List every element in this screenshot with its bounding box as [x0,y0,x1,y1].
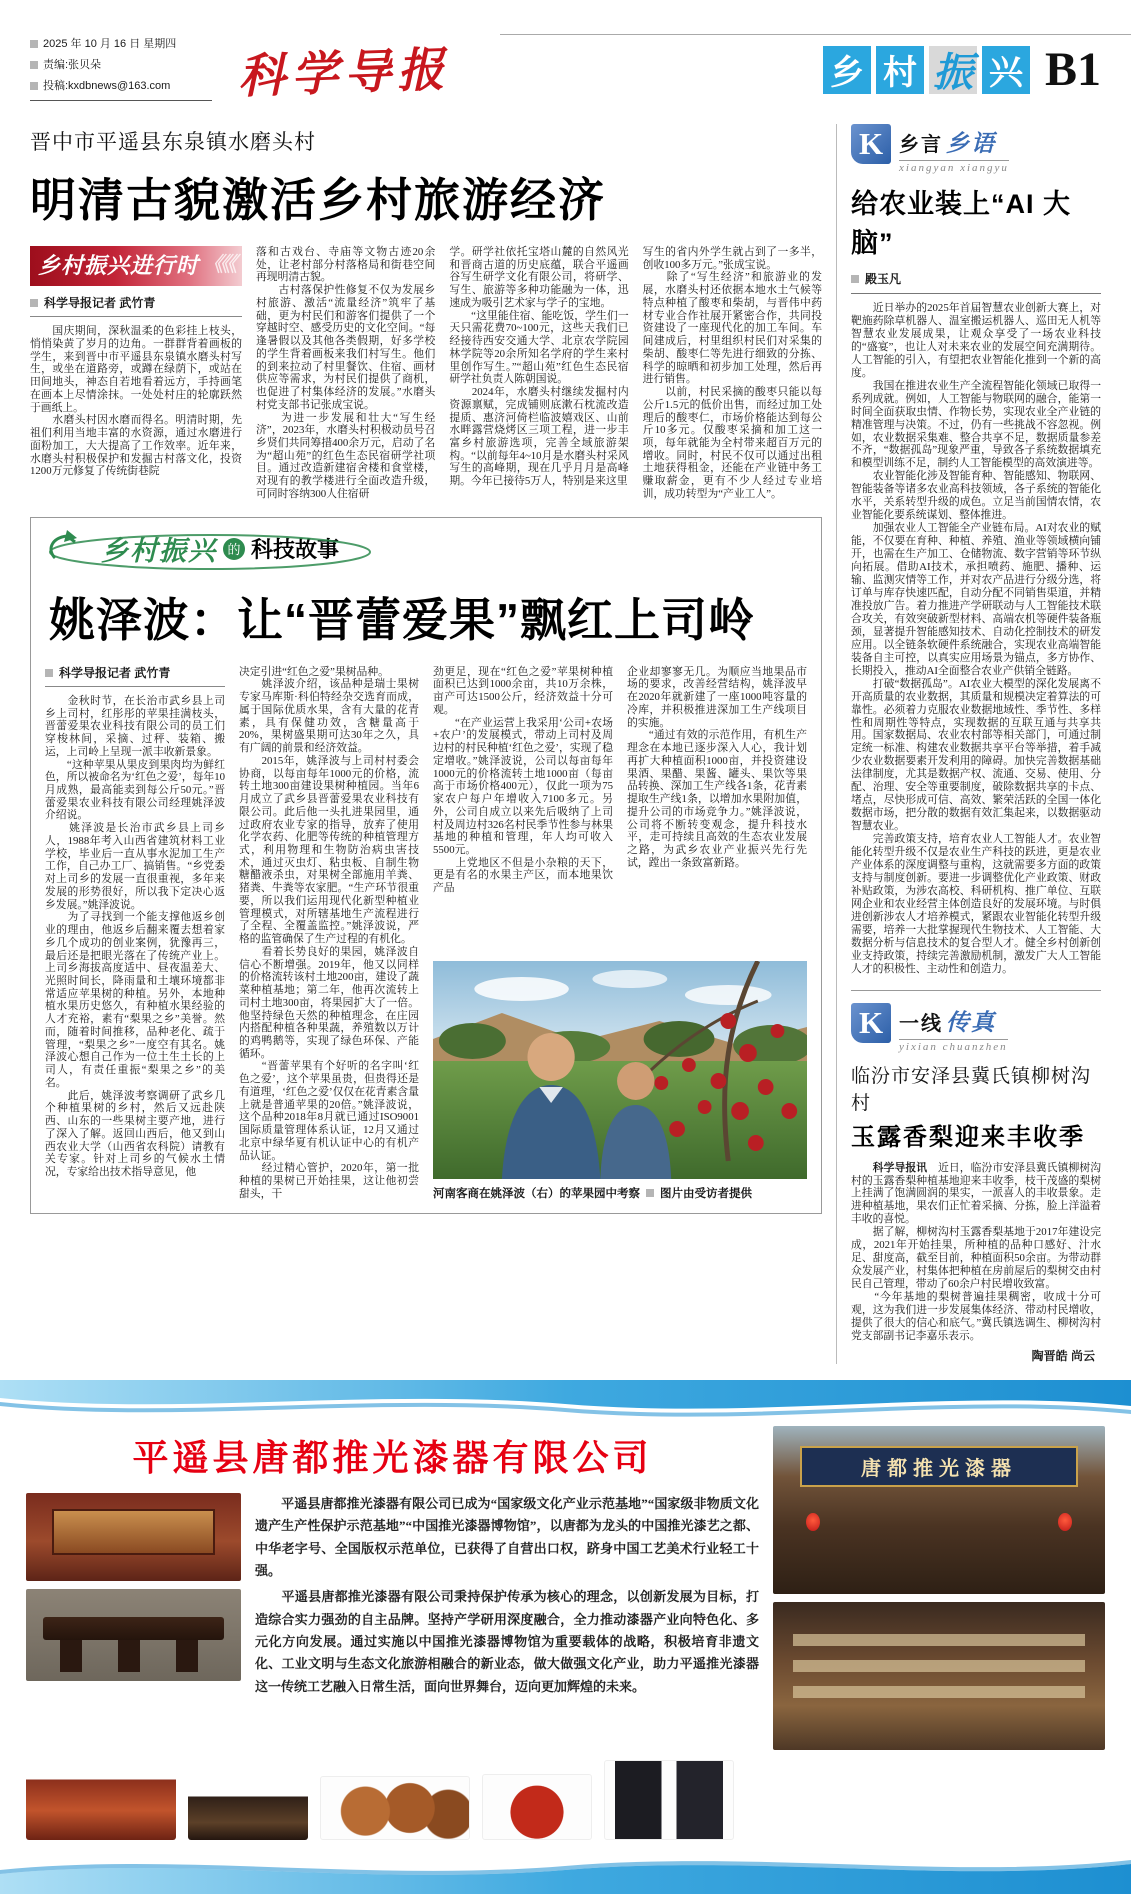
paragraph: “在产业运营上我采用‘公司+农场+农户’的发展模式，带动上司村及周边村的村民种植‘红色之爱’，实现了稳定增收。”姚泽波说，公司以每亩每年1000元的价格流转土地1000亩（每亩高于市场价格400元），仅此一项为75家农户每户年增收入7100多元。另外，公司自成立以来先后吸纳了上司村及周边村326名村民季节性参与林果基地的种植和管理，年人均可收入5500元。 [433,716,613,856]
story-column-2 [239,666,419,1201]
ad-furniture-photos [26,1493,241,1702]
showroom-photo [773,1602,1105,1750]
section-title-blue: 乡语 [946,131,996,156]
story-column-3 [433,666,613,921]
story-column-1 [45,666,225,1201]
issue-submit-row [30,76,212,97]
k-logo-icon: K [851,1003,891,1043]
paragraph: 看着长势良好的果园，姚泽波自信心不断增强。2019年，他又以同样的价格流转该村土地200亩，建设了蔬菜种植基地；第二年，他再次流转上司村土地300亩，将果园扩大了一倍。他坚持绿色天然的种植理念，在庄园内搭配种植各种果蔬，养殖数以万计的鸡鸭鹅等，实现了绿色环保、产能循环。 [239,945,419,1060]
paragraph: 古村落保护性修复不仅为发展乡村旅游、激活“流量经济”筑牢了基础，更为村民们和游客们提供了一个穿越时空、感受历史的文化空间。“每逢暑假以及其他各类假期，好多学校的学生背着画板来我们村写生。他们的到来拉动了村里餐饮、住宿、画材供应等需求，为村民们提供了商机，也促进了村集体经济的发展。”水磨头村党支部书记张成宝说。 [256,284,436,411]
pear-article-body [851,1162,1101,1343]
bullet-square-icon [45,669,53,677]
lacquer-table-photo [26,1589,241,1681]
section-title-black: 一线 [899,1012,943,1035]
paragraph: 此后，姚泽波考察调研了武乡几个种植果树的乡村，然后又远赴陕西、山东的一些果树主要产地，进行了深入了解。返回山西后，他又到山西农业大学（山西省农科院）请教有关专家。针对上司乡的气候水土情况，专家给出技术指导意见，他 [45,1089,225,1179]
ad-left [26,1426,759,1750]
photo-credit: 图片由受访者提供 [660,1187,752,1200]
story-section-logo [45,528,807,570]
issue-meta [30,34,212,101]
section-title-black: 乡言 [899,134,943,156]
section-head-xiangyan [851,124,1101,174]
paragraph: 完善政策支持，培育农业人工智能人才。农业智能化转型升级不仅是农业生产科技的跃进，更是农业产业体系的深度调整与重构，这就需要多方面的政策支持与制度创新。要进一步调整优化产业政策、财政补贴政策，为涉农高校、科研机构、推广单位、互联网企业和农业经营主体创造良好的发展环境。与时俱进创新涉农人才培养模式，紧跟农业智能化转型升级需要，培养一大批掌握现代生物技术、人工智能、大数据分析与信息技术的复合型人才。健全乡村创新创业支持政策，持续完善激励机制，激发广大人工智能人才的积极性、主动性和创造力。 [851,833,1101,975]
story-headline: 姚泽波：让“晋蕾爱果”飘红上司岭 [49,593,755,646]
paragraph: “这种苹果从果皮到果肉均为鲜红色，所以被命名为‘红色之爱’，每年10月成熟，最高能卖到每公斤50元。”晋蕾爱果农业科技有限公司经理姚泽波介绍说。 [45,758,225,822]
paragraph: 经过精心管护，2020年，第一批种植的果树已开始挂果，这让他初尝甜头，干 [239,1162,419,1200]
story-column-4 [627,666,807,921]
paragraph: 水磨头村因水磨而得名。明清时期，先祖们利用当地丰富的水资源，通过水磨进行面粉加工，大大提高了工作效率。近年来，水磨头村积极保护和发掘古村落文化，投资1200万元修复了传统街巷院 [30,414,243,478]
author-name: 殿玉凡 [865,272,902,286]
teapot-set-photo [320,1776,470,1840]
paragraph: 2015年，姚泽波与上司村村委会协商，以每亩每年1000元的价格，流转土地300亩建设果树种植园。当年6月成立了武乡县晋蕾爱果农业科技有限公司。此后他一头扎进果园里，通过政府农业专家的指导，放弃了使用化学农药、化肥等传统的种植管理方式，利用物理和生物防治病虫害技术，通过灭虫灯、粘虫板、自制生物糖醋液杀虫，对果树全部施用羊粪、猪粪、牛粪等农家肥。“生产环节很重要，所以我们运用现代化新型种植业管理模式，对所辖基地生产流程进行了全程、全覆盖监控。”姚泽波说，严格的监管确保了生产过程的有机化。 [239,754,419,946]
story-byline [45,666,225,687]
paragraph: “晋蕾苹果有个好听的名字叫‘红色之爱’，这个苹果虽贵，但贵得还是有道理，‘红色之爱’仅仅在花青素含量上就是普通苹果的20倍。”姚泽波说，这个品种2018年8月就已通过ISO9001国际质量管理体系认证，12月又通过北京中绿华夏有机认证中心的有机产品认证。 [239,1060,419,1162]
masthead-logo: 科学导报 [237,44,451,104]
bullet-square-icon [851,275,859,283]
article-column-2 [256,246,435,501]
article-tourism [30,126,822,501]
paragraph: 农业智能化涉及智能育种、智能感知、物联网、智能装备等诸多农业高科技领域，各子系统的智能化水平，关系转型升级的成色。立足当前国情农情，农业智能化要系统谋划、整体推进。 [851,470,1101,522]
paragraph: 平遥县唐都推光漆器有限公司秉持保护传承为核心的理念，以创新发展为目标，打造综合实力强劲的自主品牌。坚持产学研用深度融合，全力推动漆器产业向特色化、多元化方向发展。通过实施以中国推光漆器博物馆为重要载体的战略，积极培育非遗文化、工业文明与生态文化旅游相融合的新业态，做大做强文化产业，助力平遥推光漆器这一传统工艺融入日常生活，面向世界舞台，迈向更加辉煌的未来。 [255,1589,759,1694]
photo-caption [433,1185,807,1201]
reporter-signature: 陶晋皓 尚云 [1031,1348,1095,1363]
article-column-1 [30,246,242,501]
paragraph: 姚泽波是长治市武乡县上司乡人，1988年考入山西省建筑材料工业学校，毕业后一直从事水泥加工生产工作，自己办工厂、搞销售。“乡党委对上司乡的发展一直很重视，多年来发展的形势很好，所以我下定决心返乡发展。”姚泽波说。 [45,822,225,911]
section-pinyin: yixian chuanzhen [899,1040,1008,1053]
pear-lead-paragraph [851,1162,1101,1227]
paragraph: 决定引进“红色之爱”果树品种。 [239,665,389,678]
series-banner-label: 乡村振兴进行时 [38,253,200,279]
red-lacquer-table-photo [26,1766,176,1840]
lantern-icon [806,1513,820,1531]
section-title-blue: 传真 [946,1009,996,1035]
paragraph: 落和古戏台、寺庙等文物古迹20余处，让老村部分村落格局和街巷空间再现明清古貌。 [256,246,436,284]
paragraph: 除了“写生经济”和旅游业的发展，水磨头村还依据本地水土气候等特点种植了酸枣和柴胡，与晋伟中药材专业合作社展开紧密合作，共同投资建设了一座现代化的加工车间。车间建成后，村里组织村民们对采集的柴胡、酸枣仁等先进行细致的分拣、科学的晾晒和初步加工处理，然后再进行销售。 [642,271,822,386]
issue-editor-row [30,55,212,76]
ad-row [26,1493,759,1702]
section-head-yixian [851,1003,1101,1053]
section-title [899,1004,1008,1037]
story-box [30,517,822,1214]
ad-title: 平遥县唐都推光漆器有限公司 [132,1436,653,1478]
story-logo-script: 乡村振兴 [101,536,217,567]
paragraph: 2024年，水磨头村继续发掘村内资源禀赋，完成铺则底漱石枕流改造提质、惠济河倚栏临波嬉戏区、山前水畔露营烧烤区三项工程，进一步丰富乡村旅游选项，完善全域旅游架构。“以前每年4~10月是水磨头村采风写生的高峰期，现在几乎月月是高峰期。今年已接待5万人，特别是来这里 [449,386,629,488]
column-text [45,695,225,1179]
paragraph: 加强农业人工智能全产业链布局。AI对农业的赋能，不仅要在育种、种植、养殖、渔业等领域横向铺开，也需在生产加工、仓储物流、数字营销等环节纵向拓展。借助AI技术，承担喷药、施肥、播种、运输、监测灾情等工作，并对农产品进行分级分选，将订单与库存快速匹配，自动分配不同销售渠道，并精准投放广告。着力推进产学研联动与人工智能技术联合攻关，有效突破新型材料、高端农机等硬件装备瓶颈，显著提升智能感知技术、自动化控制技术的研发应用。以全链条软硬件系统融合，实现农业高端智能装备自主可控，以真实应用场景为锚点，多方协作、长期投入，推动AI全面整合农业产供销全链路。 [851,522,1101,677]
section-banner [823,26,1101,97]
ad-right-photos [773,1426,1105,1750]
ai-article-author [851,270,1101,294]
issue-date-row [30,34,212,55]
sidebar-article-pear [851,1003,1101,1364]
submission-email: 投稿:kxdbnews@163.com [43,79,171,92]
story-logo-de-badge: 的 [223,538,245,560]
section-tile: 振 [929,46,977,94]
orchard-photo-illustration [433,961,807,1179]
article-kicker: 晋中市平遥县东泉镇水磨头村 [30,131,316,154]
left-area [30,124,822,1364]
paragraph: 劲更足，现在“红色之爱”苹果树种植面积已达到1000余亩，共10万余株，亩产可达1500公斤，经济效益十分可观。 [433,665,613,716]
page-header [30,26,1101,112]
page-number: B1 [1044,43,1101,96]
main-content [30,124,1101,1364]
sidebar-article-ai [851,124,1101,976]
section-pinyin: xiangyan xiangyu [899,162,1009,174]
ad-body [0,1424,1131,1756]
paragraph: 以前，村民采摘的酸枣只能以每公斤1.5元的低价出售，而经过加工处理后的酸枣仁，市场价格能达到每公斤10多元。仅酸枣采摘和加工这一项，每年就能为全村带来超百万元的增收。同时，村民不仅可以通过出租土地获得租金，还能在产业链中务工赚取薪金，更有不少人经过专业培训，成功转型为“产业工人”。 [642,386,822,500]
press-label: 科学导报讯 [872,1161,928,1174]
ad-bottom-wave [0,1850,1131,1894]
bullet-square-icon [30,61,38,69]
lead-paragraph-text: 近日，临汾市安泽县冀氏镇柳树沟村的玉露香梨种植基地迎来丰收季，枝干茂盛的梨树上挂满了饱满圆润的果实，一派喜人的丰收景象。走进种植基地，果农们正忙着采摘、分拣，脸上洋溢着丰收的喜悦。 [851,1161,1102,1226]
paragraph: 国庆期间，深秋温柔的色彩挂上枝头，悄悄染黄了岁月的边角。一群群背着画板的学生，来到晋中市平遥县东泉镇水磨头村写生，或坐在道路旁，或蹲在绿荫下，或站在田间地头，神态自若地看着远方，手持画笔在画本上尽情涂抹。一处处村庄的轮廓跃然于画纸上。 [30,325,243,414]
paragraph: 为了寻找到一个能支撑他返乡创业的理由，他返乡后翻来覆去想着家乡几个成功的创业案例，犹豫再三，最后还是把眼光落在了传统产业上。上司乡海拔高度适中、昼夜温差大、光照时间长，降雨量和土壤环境都非常适应苹果树的种植。另外，本地种植水果历史悠久，有种植水果经验的人才充裕，素有“梨果之乡”美誉。然而，随着时间推移，品种老化、疏于管理，“梨果之乡”一度空有其名。姚泽波心想自己作为一位土生土长的上司人，有责任重振“梨果之乡”的美名。 [45,911,225,1089]
issue-editor: 责编:张贝朵 [43,58,102,71]
section-tile: 兴 [982,46,1030,94]
pear-article-kicker: 临汾市安泽县冀氏镇柳树沟村 [851,1065,1092,1114]
sidebar-divider [851,990,1101,991]
section-title [899,125,1009,158]
storefront-sign: 唐都推光漆器 [800,1446,1079,1487]
painted-vases-photo [604,1760,734,1840]
paragraph: 近日举办的2025年首届智慧农业创新大赛上，对靶施药除草机器人、温室搬运机器人、巡田无人机等智慧农业发展成果，让观众享受了一场农业科技的“盛宴”，也让人对未来农业的发展空间充满期待。人工智能的引入，有望把农业智能化推到一个新的高度。 [851,302,1101,379]
paragraph: “这里能住宿、能吃饭，学生们一天只需花费70~100元，这些天我们已经接待西安交通大学、北京农学院园林学院等20余所知名学府的学生来村里创作写生。”“超山苑”红色生态民宿研学社负责人陈朝国说。 [449,309,629,386]
orchard-photo [433,961,807,1179]
banner-arrows-icon: 《《《 [203,254,235,277]
issue-date: 2025 年 10 月 16 日 星期四 [43,38,177,50]
byline-text: 科学导报记者 武竹青 [44,296,156,310]
ad-copy [255,1493,759,1702]
paragraph: 写生的省内外学生就占到了一多半，创收100多万元。”张成宝说。 [642,246,822,271]
paragraph: 姚泽波介绍，该品种是瑞士果树专家马库斯·科伯特经杂交选育而成，属于国际优质水果，含有大量的花青素，具有保健功效，含糖量高于20%，果树盛果期可达30年之久，具有广阔的前景和经济效益。 [239,678,419,755]
ad-product-strip [0,1756,1131,1850]
section-tile: 乡 [823,46,871,94]
story-logo-swoosh-icon [45,528,385,572]
sidebar [836,124,1101,1364]
paragraph: 平遥县唐都推光漆器有限公司已成为“国家级文化产业示范基地”“国家级非物质文化遗产生产性保护示范基地”“中国推光漆器博物馆”，以唐都为龙头的中国推光漆艺之都、中华老字号、全国版权示范单位，已获得了自营出口权，跻身中国工艺美术行业轻工十强。 [255,1495,759,1578]
article-headline: 明清古貌激活乡村旅游经济 [30,174,606,226]
article-byline [30,296,242,317]
paragraph: 金秋时节，在长治市武乡县上司乡上司村，红彤彤的苹果挂满枝头，晋蕾爱果农业科技有限公司的员工们穿梭林间，采摘、过秤、装箱、搬运，上司岭上呈现一派丰收新景象。 [45,694,225,758]
byline-text: 科学导报记者 武竹青 [59,665,171,680]
paragraph: 我国在推进农业生产全流程智能化领域已取得一系列成就。例如，人工智能与物联网的融合，能第一时间全面获取虫情、作物长势，实现农业全产业链的精准管理与决策。不过，仍有一些挑战不容忽视。例如，农业数据采集难、整合共享不足，数据质量参差不齐，“数据孤岛”现象严重，导致各子系统数据填充和模型训练不足，制约人工智能模型的高效演进等。 [851,379,1101,470]
paragraph: 据了解，柳树沟村玉露香梨基地于2017年建设完成，2021年开始挂果，所种植的品种口感好、汁水足、甜度高，截至目前，种植面积50余亩。为带动群众发展产业，村集体把种植在房前屋后的梨树交由村民自己管理，带动了60余户村民增收致富。 [851,1226,1101,1291]
lacquer-cabinet-photo [26,1493,241,1581]
bullet-square-icon [646,1189,654,1197]
ai-article-body [851,302,1101,976]
k-logo-icon: K [851,124,891,164]
article-columns [30,246,822,501]
storefront-photo [773,1426,1105,1594]
series-banner [30,246,242,286]
story-photo-block [433,961,807,1201]
column-text [30,325,242,478]
pear-paragraphs [851,1226,1101,1343]
article-column-4 [643,246,822,501]
story-columns [45,666,807,1201]
lantern-icon [1058,1513,1072,1531]
photo-caption-text: 河南客商在姚泽波（右）的苹果园中考察 [433,1187,640,1200]
ai-article-headline: 给农业装上“AI 大脑” [851,189,1072,258]
paragraph: 打破“数据孤岛”。AI农业大模型的深化发展离不开高质量的农业数据，其质量和规模决定着算法的可靠性。必须着力克服农业数据地域性、季节性、多样性和周期性等特点，实现数据的互联互通与共享共用。国家数据局、农业农村部等相关部门，可通过制定统一标准、构建农业数据共享平台等举措，着手减少农业数据要素开发利用的障碍。加快完善数据基础法律制度，尤其是数据产权、流通、交易、使用、分配、治理、安全等重要制度，破除数据共享的卡点、堵点，尽快形成可信、高效、繁荣活跃的全国一体化数据市场，把分散的数据有效汇集起来，以数据驱动智慧农业。 [851,677,1101,833]
section-tile: 村 [876,46,924,94]
section-titles [899,1003,1008,1053]
paragraph: “今年基地的梨树普遍挂果稠密，收成十分可观，这为我们进一步发展集体经济、带动村民增收，提供了很大的信心和底气。”冀氏镇选调生、柳树沟村党支部副书记李嘉乐表示。 [851,1291,1101,1342]
section-titles [899,124,1009,174]
lacquerware-ad [0,1380,1131,1894]
paragraph: 学。研学社依托宝塔山麓的自然风光和晋商古道的历史底蕴，联合平遥画谷写生研学文化有限公司，将研学、写生、旅游等多种功能融为一体，迅速成为吸引艺术家与学子的宝地。 [449,246,629,309]
pear-article-headline: 玉露香梨迎来丰收季 [851,1123,1085,1151]
dark-bench-photo [188,1782,308,1840]
bullet-square-icon [30,40,38,48]
red-teapot-photo [482,1774,592,1840]
paragraph: “通过有效的示范作用，有机生产理念在本地已逐步深入人心，我计划再扩大种植面积1000亩，并投资建设果酒、果醋、果酱、罐头、果饮等果品转换、深加工生产线各1条，花青素提取生产线1条，以增加水果附加值，提升公司的市场竞争力。”姚泽波说，公司将不断转变观念，提升科技水平，走可持续且高效的生态农业发展之路，为武乡农业产业振兴先行先试，蹚出一条致富新路。 [627,729,807,869]
story-logo-rest: 科技故事 [251,537,340,563]
paragraph: 为进一步发展和壮大“写生经济”，2023年，水磨头村积极动员号召乡贤们共同筹措400余万元，启动了名为“超山苑”的红色生态民宿研学社项目。通过改造新建宿舍楼和食堂楼，对现有的教学楼进行全面改造升级，可同时容纳300人住宿研 [256,411,436,500]
paragraph: 上党地区不但是小杂粮的天下，更是有名的水果主产区，而本地果饮产品 [433,856,613,895]
article-column-3 [449,246,628,501]
paragraph: 企业却寥寥无几。为顺应当地果品市场的要求，改善经营结构，姚泽波早在2020年就新建了一座1000吨容量的冷库，并积极推进深加工生产线项目的实施。 [627,665,807,729]
bullet-square-icon [30,299,38,307]
bullet-square-icon [30,82,38,90]
ad-top-wave [0,1380,1131,1424]
